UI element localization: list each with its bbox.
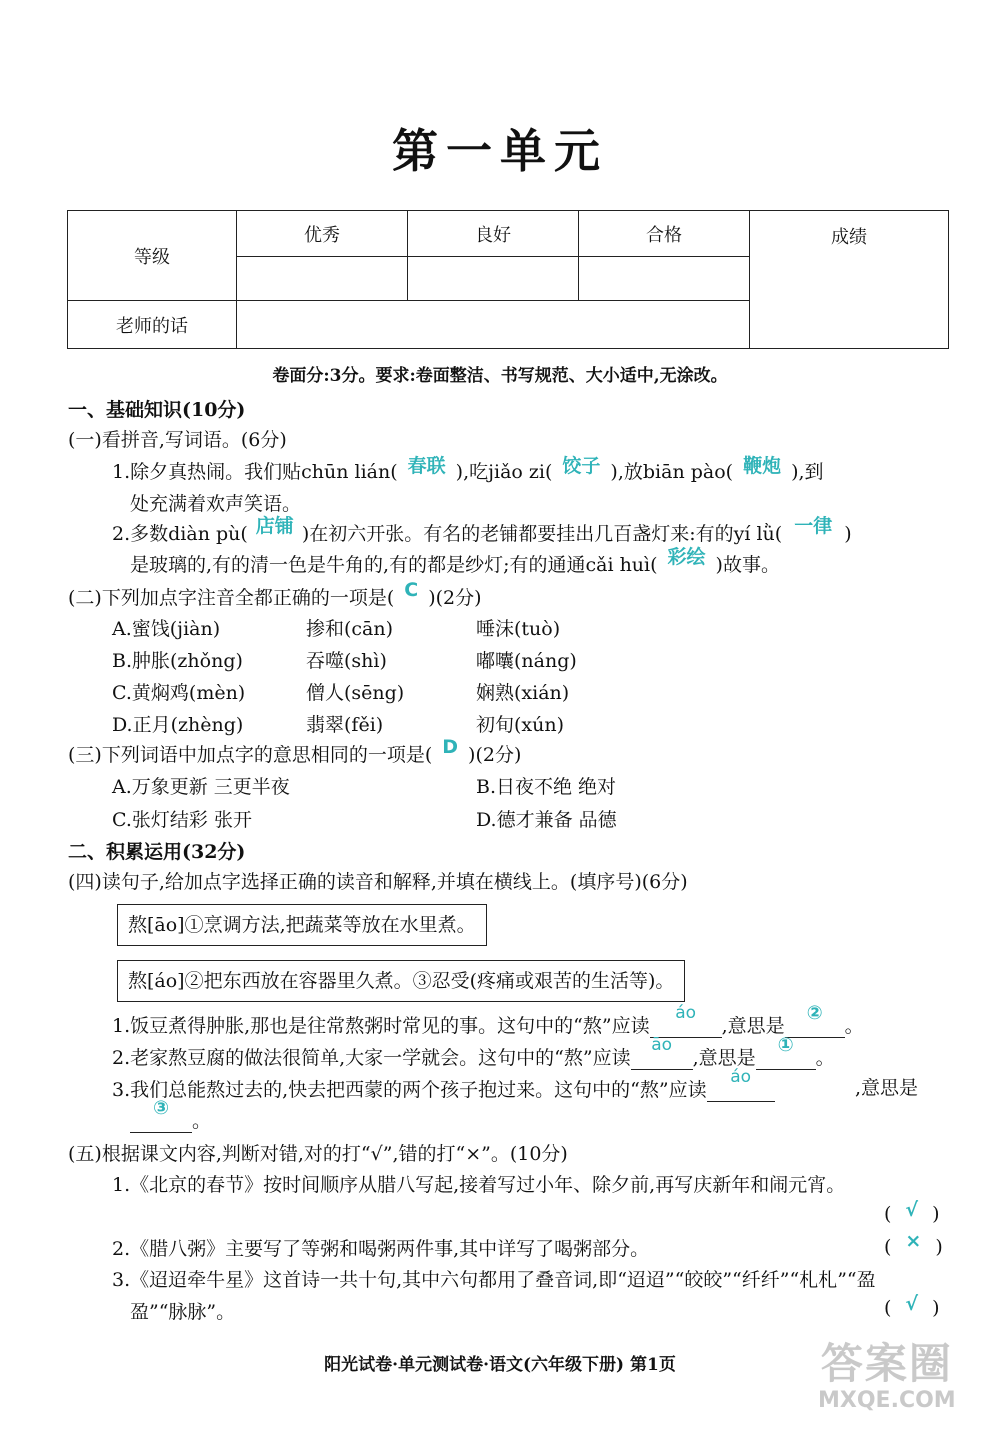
watermark-logo: 答案圈 MXQE.COM [818, 1339, 956, 1413]
q3-option-a: A.万象更新 三更半夜 [112, 776, 290, 798]
q2-answer: C [404, 579, 419, 601]
score-label: 成绩 [750, 211, 949, 349]
q2-option-b3: 嘟囔(náng) [476, 650, 577, 672]
q4-s2-meaning: ① [777, 1034, 794, 1056]
q2-option-d1: D.正月(zhèng) [112, 714, 244, 736]
q5-heading: (五)根据课文内容,判断对错,对的打“√”,错的打“×”。(10分) [68, 1143, 568, 1165]
level-pass: 合格 [579, 211, 750, 257]
q4-sentence3-line2: ③。 [130, 1108, 211, 1133]
q2-option-c2: 僧人(sēng) [306, 682, 405, 704]
answer-bianpao: 鞭炮 [743, 455, 782, 477]
q5-item3-line2: 盈”“脉脉”。 [130, 1301, 236, 1323]
q4-s1-meaning: ② [806, 1002, 823, 1024]
definition-box-1: 熬[āo]①烹调方法,把蔬菜等放在水里煮。 [117, 904, 487, 946]
q2-heading: (二)下列加点字注音全都正确的一项是( C )(2分) [68, 579, 482, 609]
q4-sentence3: 3.我们总能熬过去的,快去把西蒙的两个孩子抱过来。这句中的“熬”应读áo [112, 1076, 775, 1102]
q5-item2-paren: ( × ) [884, 1230, 943, 1258]
q5-item3-paren: ( √ ) [884, 1293, 940, 1319]
q5-item2-answer: × [905, 1230, 922, 1252]
q4-s3-pronunciation: áo [730, 1067, 752, 1087]
pass-cell [579, 257, 750, 301]
level-excellent: 优秀 [237, 211, 408, 257]
q2-option-a2: 掺和(cān) [306, 618, 394, 640]
q2-option-a1: A.蜜饯(jiàn) [112, 618, 221, 640]
header-note: 卷面分:3分。要求:卷面整洁、书写规范、大小适中,无涂改。 [272, 366, 728, 386]
section1-heading: 一、基础知识(10分) [68, 399, 246, 421]
q2-option-b1: B.肿胀(zhǒng) [112, 650, 243, 672]
q1-line4: 是玻璃的,有的清一色是牛角的,有的都是纱灯;有的通通cǎi huì( 彩绘 )故事。 [130, 546, 780, 576]
q2-option-b2: 吞噬(shì) [306, 650, 387, 672]
section2-heading: 二、积累运用(32分) [68, 841, 246, 863]
q2-option-c1: C.黄焖鸡(mèn) [112, 682, 246, 704]
teacher-comment-cell [237, 301, 750, 349]
q5-item1-paren: ( √ ) [884, 1199, 940, 1225]
q5-item1-answer: √ [905, 1199, 919, 1221]
q2-option-d3: 初旬(xún) [476, 714, 565, 736]
q5-item1: 1.《北京的春节》按时间顺序从腊八写起,接着写过小年、除夕前,再写庆新年和闹元宵。 [112, 1174, 846, 1196]
answer-chunlian: 春联 [407, 455, 446, 477]
answer-jiaozi: 饺子 [562, 455, 601, 477]
q4-s1-pronunciation: áo [675, 1003, 697, 1023]
excellent-cell [237, 257, 408, 301]
q5-item2: 2.《腊八粥》主要写了等粥和喝粥两件事,其中详写了喝粥部分。 [112, 1238, 650, 1260]
grade-label: 等级 [68, 211, 237, 301]
q3-heading: (三)下列词语中加点字的意思相同的一项是( D )(2分) [68, 736, 522, 766]
q5-item3-answer: √ [905, 1293, 919, 1315]
q1-line3: 2.多数diàn pù( 店铺 )在初六开张。有名的老铺都要挂出几百盏灯来:有的yí lǜ( 一律 ) [112, 515, 852, 545]
q1-line2: 处充满着欢声笑语。 [130, 493, 302, 515]
q3-option-c: C.张灯结彩 张开 [112, 809, 252, 831]
q5-item3: 3.《迢迢牵牛星》这首诗一共十句,其中六句都用了叠音词,即“迢迢”“皎皎”“纤纤”“札札”“盈 [112, 1269, 876, 1291]
q2-option-d2: 翡翠(fěi) [306, 714, 384, 736]
level-good: 良好 [408, 211, 579, 257]
definition-box-2: 熬[áo]②把东西放在容器里久煮。③忍受(疼痛或艰苦的生活等)。 [117, 960, 685, 1002]
q2-option-c3: 娴熟(xián) [476, 682, 570, 704]
page-footer: 阳光试卷·单元测试卷·语文(六年级下册) 第1页 [324, 1355, 676, 1375]
answer-yilv: 一律 [794, 515, 833, 537]
q3-answer: D [442, 736, 459, 758]
q1-line1: 1.除夕真热闹。我们贴chūn lián( 春联 ),吃jiǎo zi( 饺子 ),放biān pào( 鞭炮 ),到 [112, 455, 824, 483]
q4-sentence3-tail: ,意思是 [855, 1077, 919, 1099]
q2-option-a3: 唾沫(tuò) [476, 618, 561, 640]
grade-table [67, 210, 949, 349]
q1-heading: (一)看拼音,写词语。(6分) [68, 429, 287, 451]
q4-heading: (四)读句子,给加点字选择正确的读音和解释,并填在横线上。(填序号)(6分) [68, 871, 688, 893]
q4-s3-meaning: ③ [152, 1097, 170, 1119]
answer-dianpu: 店铺 [255, 515, 294, 537]
good-cell [408, 257, 579, 301]
answer-caihui: 彩绘 [667, 546, 706, 568]
teacher-label: 老师的话 [68, 301, 237, 349]
page-title: 第一单元 [392, 124, 608, 178]
q4-sentence2: 2.老家熬豆腐的做法很简单,大家一学就会。这句中的“熬”应读āo,意思是①。 [112, 1034, 835, 1069]
q4-sentence1: 1.饭豆煮得肿胀,那也是往常熬粥时常见的事。这句中的“熬”应读áo,意思是②。 [112, 1002, 864, 1037]
q3-option-b: B.日夜不绝 绝对 [476, 776, 617, 798]
q3-option-d: D.德才兼备 品德 [476, 809, 617, 831]
q4-s2-pronunciation: āo [651, 1035, 673, 1055]
